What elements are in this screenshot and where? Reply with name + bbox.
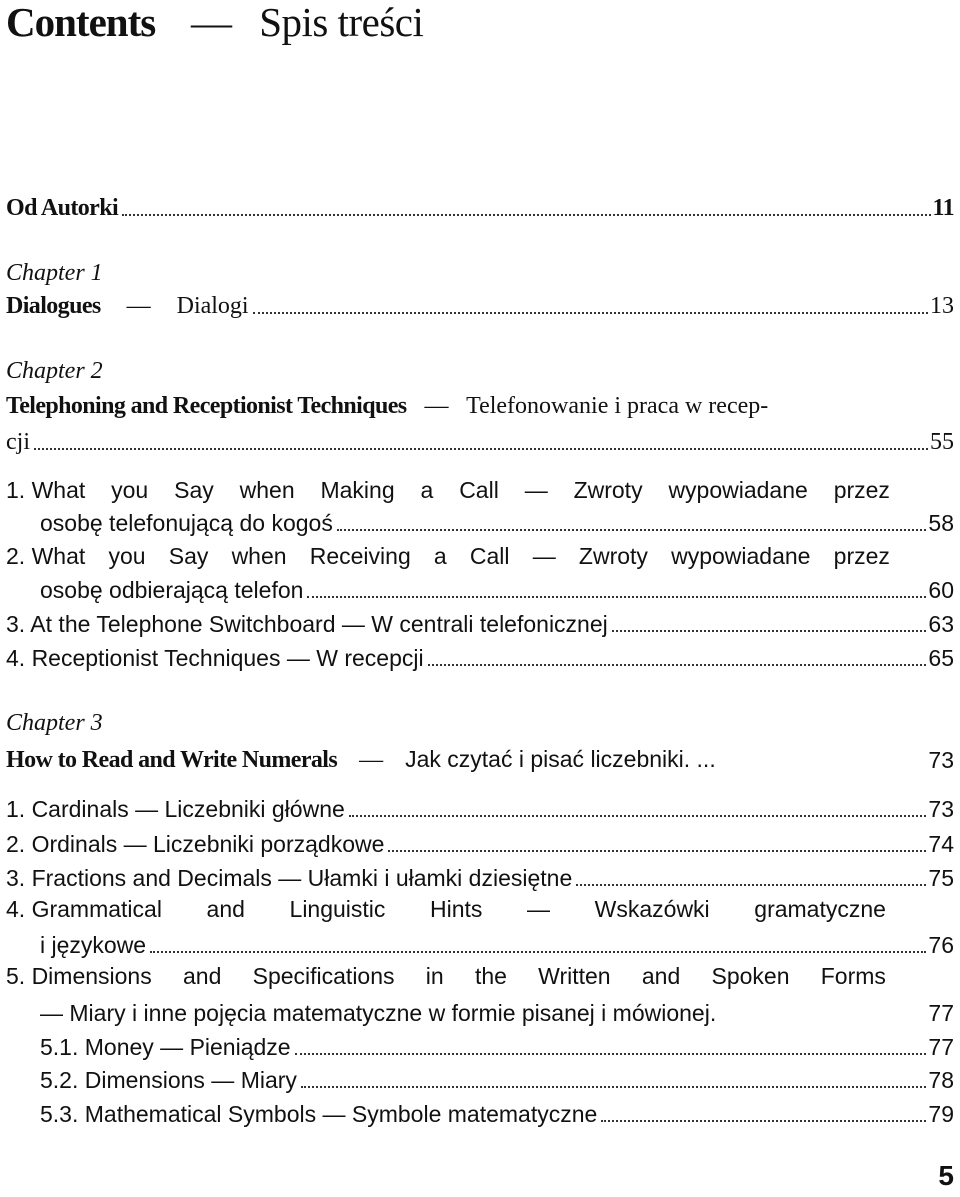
chapter-3-title-en: How to Read and Write Numerals	[6, 747, 338, 773]
ch3-item-5-1-text: 5.1. Money — Pieniądze	[40, 1034, 291, 1060]
word: Zwroty	[573, 477, 643, 503]
word: Call	[469, 543, 510, 569]
word: a	[433, 543, 447, 569]
ch2-item-3-text: 3. At the Telephone Switchboard — W centrali telefonicznej	[6, 611, 608, 637]
ch3-item-4-page: 76	[928, 932, 954, 958]
word: Receiving	[309, 543, 411, 569]
word: you	[108, 543, 146, 569]
dot-leader	[122, 214, 930, 216]
toc-entry-chapter-1[interactable]	[6, 290, 954, 320]
toc-entry-preface[interactable]	[6, 192, 954, 222]
chapter-3-page: 73	[928, 747, 954, 773]
word: Hints	[430, 896, 483, 922]
chapter-3-dash: —	[359, 747, 384, 773]
ch2-item-2-line1[interactable]	[6, 543, 890, 573]
chapter-3-title-pl: Jak czytać i pisać liczebniki. ...	[405, 746, 716, 772]
word: 2. What	[6, 543, 86, 569]
chapter-1-label: Chapter 1	[6, 260, 103, 286]
chapter-1-page: 13	[930, 293, 954, 319]
dot-leader	[34, 448, 928, 450]
word: 5. Dimensions	[6, 963, 152, 989]
ch3-item-5-3-text: 5.3. Mathematical Symbols — Symbole matematyczne	[40, 1101, 598, 1127]
word: and	[641, 963, 681, 989]
word: wypowiadane	[671, 543, 811, 569]
ch2-item-1-line2[interactable]	[40, 507, 954, 537]
ch2-item-1-text: osobę telefonującą do kogoś	[40, 510, 333, 536]
ch3-item-1-page: 73	[928, 796, 954, 822]
ch3-item-5-1-page: 77	[928, 1034, 954, 1060]
chapter-3-label: Chapter 3	[6, 710, 103, 736]
preface-label: Od Autorki	[6, 195, 119, 221]
chapter-2-title-line1[interactable]	[6, 393, 768, 420]
dot-leader	[428, 664, 927, 666]
ch3-item-3[interactable]	[6, 862, 954, 892]
ch3-item-4-text: i językowe	[40, 932, 147, 958]
ch2-item-3[interactable]	[6, 608, 954, 638]
word: przez	[833, 543, 890, 569]
ch3-item-5-line2[interactable]	[40, 997, 954, 1027]
dot-leader	[576, 884, 926, 886]
ch3-item-5-3-page: 79	[928, 1101, 954, 1127]
word: when	[239, 477, 295, 503]
word: przez	[833, 477, 890, 503]
word: Wskazówki	[594, 896, 710, 922]
word: 4. Grammatical	[6, 896, 162, 922]
word: a	[420, 477, 434, 503]
ch3-item-2[interactable]	[6, 828, 954, 858]
chapter-2-title-en: Telephoning and Receptionist Techniques	[6, 393, 407, 419]
toc-entry-chapter-2[interactable]	[6, 426, 954, 456]
ch2-item-4[interactable]	[6, 642, 954, 672]
dot-leader	[612, 630, 927, 632]
ch3-item-5-text: — Miary i inne pojęcia matematyczne w formie pisanej i mówionej.	[40, 1000, 717, 1026]
dot-leader	[307, 596, 926, 598]
dot-leader	[301, 1086, 926, 1088]
title-polish: Spis treści	[259, 0, 424, 45]
word: Written	[538, 963, 611, 989]
word: Making	[320, 477, 395, 503]
word: the	[474, 963, 507, 989]
chapter-2-label: Chapter 2	[6, 358, 103, 384]
ch3-item-4-line1[interactable]	[6, 896, 886, 926]
word: in	[425, 963, 444, 989]
ch3-item-2-page: 74	[928, 831, 954, 857]
chapter-1-title-en: Dialogues	[6, 293, 101, 319]
ch2-item-3-page: 63	[928, 611, 954, 637]
ch3-item-5-2[interactable]	[40, 1064, 954, 1094]
word: Zwroty	[578, 543, 648, 569]
word: Forms	[820, 963, 886, 989]
word: Linguistic	[289, 896, 386, 922]
word: Specifications	[252, 963, 395, 989]
ch3-item-5-2-page: 78	[928, 1067, 954, 1093]
word: —	[532, 543, 556, 569]
ch3-item-3-page: 75	[928, 865, 954, 891]
word: —	[527, 896, 551, 922]
word: Call	[459, 477, 499, 503]
chapter-2-title-pl-cont: cji	[6, 429, 30, 455]
word: gramatyczne	[754, 896, 886, 922]
dot-leader	[601, 1120, 926, 1122]
dot-leader	[295, 1053, 927, 1055]
chapter-1-dash: —	[126, 293, 151, 319]
word: when	[231, 543, 287, 569]
ch2-item-1-line1[interactable]	[6, 477, 890, 507]
dot-leader	[150, 951, 926, 953]
chapter-2-title-pl: Telefonowanie i praca w recep-	[466, 393, 769, 419]
ch3-item-5-page: 77	[928, 1000, 954, 1026]
ch3-item-5-line1[interactable]	[6, 963, 886, 993]
word: Say	[168, 543, 209, 569]
ch3-item-1-text: 1. Cardinals — Liczebniki główne	[6, 796, 345, 822]
ch3-item-1[interactable]	[6, 793, 954, 823]
ch3-item-3-text: 3. Fractions and Decimals — Ułamki i ułamki dziesiętne	[6, 865, 573, 891]
ch2-item-2-text: osobę odbierającą telefon	[40, 577, 304, 603]
page-title	[6, 0, 423, 46]
preface-page: 11	[932, 195, 954, 221]
ch3-item-5-2-text: 5.2. Dimensions — Miary	[40, 1067, 297, 1093]
toc-entry-chapter-3[interactable]	[6, 744, 954, 774]
ch3-item-2-text: 2. Ordinals — Liczebniki porządkowe	[6, 831, 385, 857]
ch2-item-2-line2[interactable]	[40, 574, 954, 604]
word: —	[524, 477, 548, 503]
dot-leader	[253, 312, 928, 314]
word: and	[182, 963, 222, 989]
chapter-1-title-pl: Dialogi	[176, 293, 249, 319]
chapter-2-page: 55	[930, 429, 954, 455]
ch2-item-4-text: 4. Receptionist Techniques — W recepcji	[6, 645, 424, 671]
word: wypowiadane	[668, 477, 808, 503]
dot-leader	[388, 850, 926, 852]
ch2-item-4-page: 65	[928, 645, 954, 671]
word: Say	[174, 477, 214, 503]
word: you	[111, 477, 149, 503]
ch2-item-2-page: 60	[928, 577, 954, 603]
title-dash: —	[190, 0, 232, 45]
word: 1. What	[6, 477, 86, 503]
ch3-item-4-line2[interactable]	[40, 929, 954, 959]
ch3-item-5-3[interactable]	[40, 1098, 954, 1128]
chapter-2-dash: —	[424, 393, 449, 419]
dot-leader	[349, 815, 927, 817]
ch2-item-1-page: 58	[928, 510, 954, 536]
ch3-item-5-1[interactable]	[40, 1031, 954, 1061]
word: Spoken	[711, 963, 790, 989]
dot-leader	[337, 529, 927, 531]
title-english: Contents	[6, 0, 156, 45]
page-number: 5	[938, 1160, 954, 1191]
word: and	[206, 896, 245, 922]
